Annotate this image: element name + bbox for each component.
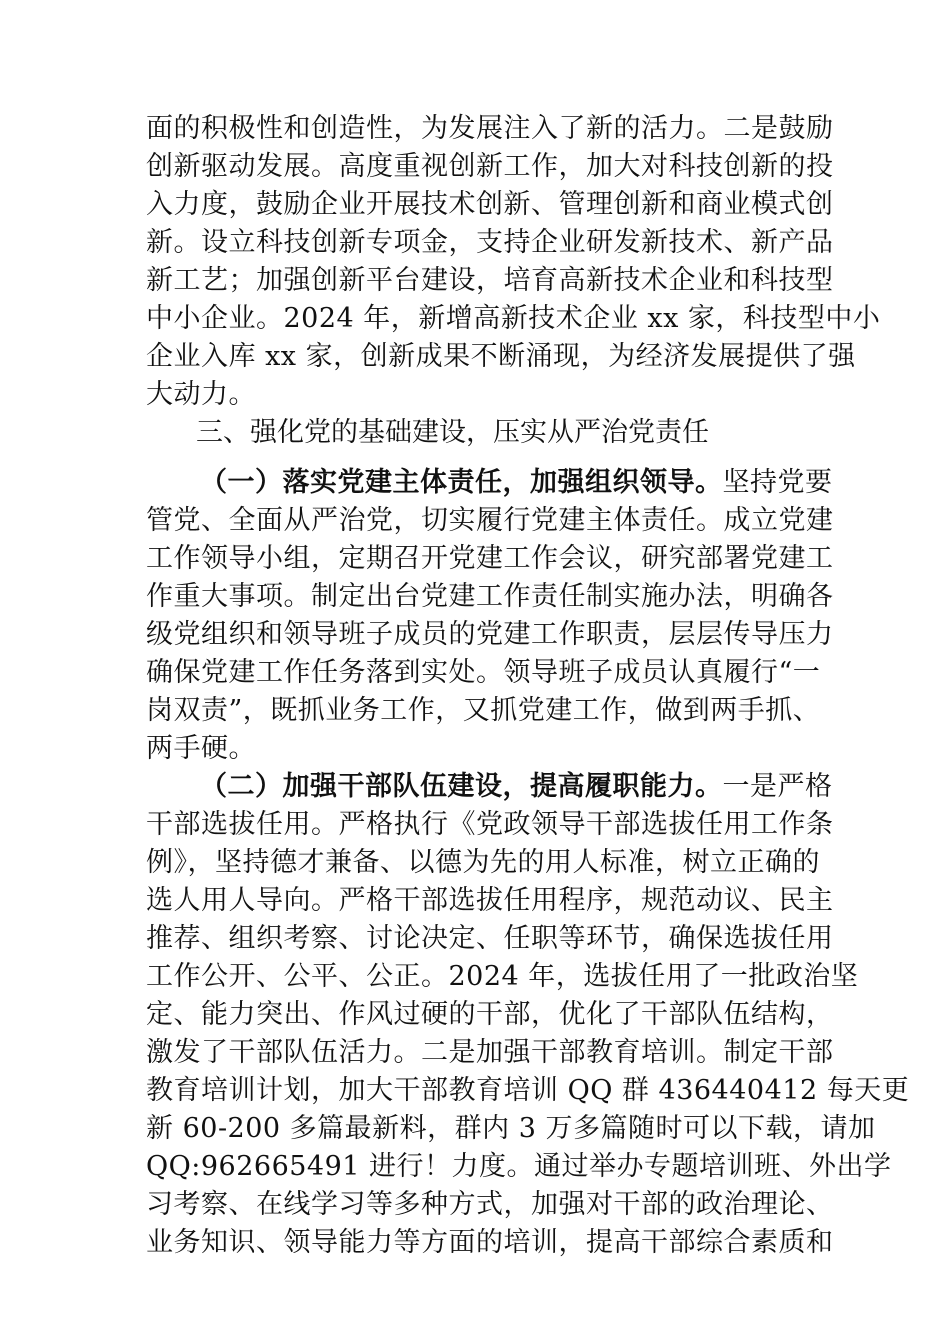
text-line: 入力度，鼓励企业开展技术创新、管理创新和商业模式创 xyxy=(146,189,834,220)
text-line: 工作公开、公平、公正。2024 年，选拔任用了一批政治坚 xyxy=(146,961,859,992)
text-line: 例》，坚持德才兼备、以德为先的用人标准，树立正确的 xyxy=(146,847,820,878)
text-line: 两手硬。 xyxy=(146,733,256,764)
text-line: 业务知识、领导能力等方面的培训，提高干部综合素质和 xyxy=(146,1227,834,1258)
text-line: 作重大事项。制定出台党建工作责任制实施办法，明确各 xyxy=(146,581,834,612)
text-line: 企业入库 xx 家，创新成果不断涌现，为经济发展提供了强 xyxy=(146,341,856,372)
subsection-1-first-rest: 坚持党要 xyxy=(722,467,833,498)
text-line: 级党组织和领导班子成员的党建工作职责，层层传导压力 xyxy=(146,619,834,650)
text-line: 新 60-200 多篇最新料，群内 3 万多篇随时可以下载，请加 xyxy=(146,1113,876,1144)
text-line xyxy=(146,768,833,806)
text-line: 新工艺；加强创新平台建设，培育高新技术企业和科技型 xyxy=(146,265,834,296)
text-line xyxy=(146,464,833,502)
subsection-1-lead: （一）落实党建主体责任，加强组织领导。 xyxy=(200,467,723,498)
text-line: 确保党建工作任务落到实处。领导班子成员认真履行“一 xyxy=(146,657,821,688)
section-heading: 三、强化党的基础建设，压实从严治党责任 xyxy=(196,417,709,448)
subsection-2-first-rest: 一是严格 xyxy=(722,771,833,802)
text-line: 习考察、在线学习等多种方式，加强对干部的政治理论、 xyxy=(146,1189,834,1220)
text-line: 激发了干部队伍活力。二是加强干部教育培训。制定干部 xyxy=(146,1037,834,1068)
paragraph-intro xyxy=(146,110,881,414)
text-line: 岗双责”，既抓业务工作，又抓党建工作，做到两手抓、 xyxy=(146,695,821,726)
text-line: 创新驱动发展。高度重视创新工作，加大对科技创新的投 xyxy=(146,151,834,182)
text-line: 管党、全面从严治党，切实履行党建主体责任。成立党建 xyxy=(146,505,834,536)
text-line: QQ:962665491 进行！力度。通过举办专题培训班、外出学 xyxy=(146,1151,892,1182)
text-line: 推荐、组织考察、讨论决定、任职等环节，确保选拔任用 xyxy=(146,923,834,954)
text-line: 新。设立科技创新专项金，支持企业研发新技术、新产品 xyxy=(146,227,834,258)
text-line: 选人用人导向。严格干部选拔任用程序，规范动议、民主 xyxy=(146,885,834,916)
text-line: 中小企业。2024 年，新增高新技术企业 xx 家，科技型中小 xyxy=(146,303,881,334)
subsection-1 xyxy=(146,464,834,768)
text-line: 大动力。 xyxy=(146,379,256,410)
text-line: 定、能力突出、作风过硬的干部，优化了干部队伍结构， xyxy=(146,999,834,1030)
text-line: 干部选拔任用。严格执行《党政领导干部选拔任用工作条 xyxy=(146,809,834,840)
subsection-2 xyxy=(146,768,910,1262)
subsection-2-lead: （二）加强干部队伍建设，提高履职能力。 xyxy=(200,771,723,802)
text-line: 教育培训计划，加大干部教育培训 QQ 群 436440412 每天更 xyxy=(146,1075,910,1106)
text-line: 面的积极性和创造性，为发展注入了新的活力。二是鼓励 xyxy=(146,113,834,144)
text-line: 工作领导小组，定期召开党建工作会议，研究部署党建工 xyxy=(146,543,834,574)
